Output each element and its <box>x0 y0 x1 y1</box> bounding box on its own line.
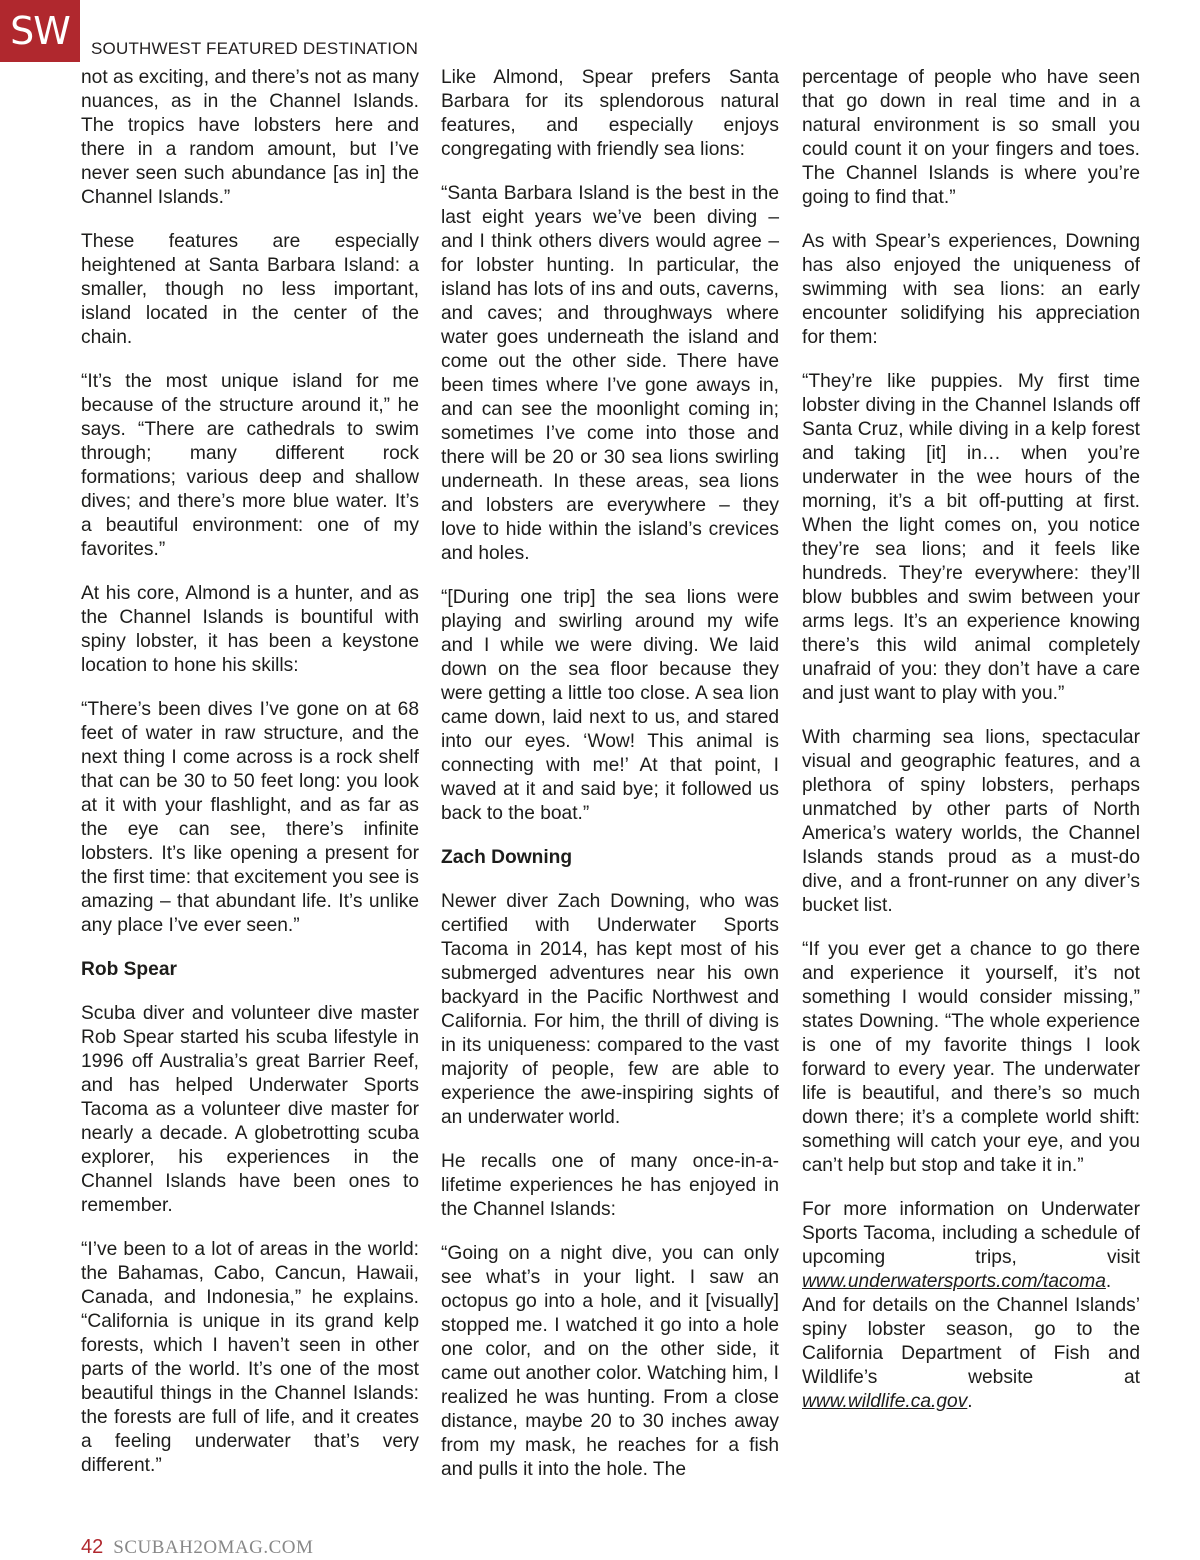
paragraph: “Going on a night dive, you can only see what’s in your light. I saw an octopus go into a hole, and it [visually] stopped me. I watched it go into a hole one color, and on the other side, it came out another color. Watching him, I realized he was hunting. From a close distance, maybe 20 to 30 inches away from my mask, he reaches for a fish and pulls it into the hole. The <box>441 1243 779 1480</box>
paragraph: “There’s been dives I’ve gone on at 68 feet of water in raw structure, and the next thing I come across is a rock shelf that can be 30 to 50 feet long: you look at it with your flashlight, and as far as the eye can see, there’s infinite lobsters. It’s like opening a present for the first time: that excitement you see is amazing – that abundant life. It’s unlike any place I’ve ever seen.” <box>81 699 419 936</box>
paragraph: “They’re like puppies. My first time lobster diving in the Channel Islands off Santa Cruz, while diving in a kelp forest and taking [it] in… when you’re underwater in the wee hours of the morning, it’s a bit off-putting at first. When the light comes on, you notice they’re sea lions; and it feels like hundreds. They’re everywhere: they’ll blow bubbles and swim between your arms legs. It’s an experience knowing there’s this wild animal completely unafraid of you: they don’t have a care and just want to play with you.” <box>802 371 1140 704</box>
link-wildlife[interactable]: www.wildlife.ca.gov <box>802 1391 968 1412</box>
paragraph: He recalls one of many once-in-a-lifetime experiences he has enjoyed in the Channel Islands: <box>441 1151 779 1220</box>
text-run: . <box>967 1391 973 1412</box>
article-column-1 <box>81 66 419 1478</box>
paragraph: “It’s the most unique island for me because of the structure around it,” he says. “There are cathedrals to swim through; many different rock formations; various deep and shallow dives; and there’s more blue water. It’s a beautiful environment: one of my favorites.” <box>81 371 419 560</box>
paragraph: Scuba diver and volunteer dive master Rob Spear started his scuba lifestyle in 1996 off Australia’s great Barrier Reef, and has helped Underwater Sports Tacoma as a volunteer dive master for nearly a decade. A globetrotting scuba explorer, his experiences in the Channel Islands have been ones to remember. <box>81 1003 419 1216</box>
paragraph: percentage of people who have seen that go down in real time and in a natural environment is so small you could count it on your fingers and toes. The Channel Islands is where you’re going to find that.” <box>802 67 1140 208</box>
section-label: SOUTHWEST FEATURED DESTINATION <box>91 39 419 58</box>
footer-site: SCUBAH2OMAG.COM <box>113 1537 314 1558</box>
paragraph: “[During one trip] the sea lions were playing and swirling around my wife and I while we were diving. We laid down on the sea floor because they were getting a little too close. A sea lion came down, laid next to us, and stared into our eyes. ‘Wow! This animal is connecting with me!’ At that point, I waved at it and said bye; it followed us back to the boat.” <box>441 587 779 824</box>
page-number: 42 <box>81 1536 104 1558</box>
paragraph: At his core, Almond is a hunter, and as the Channel Islands is bountiful with spiny lobster, it has been a keystone location to hone his skills: <box>81 583 419 676</box>
page-footer <box>81 1535 313 1560</box>
subheading-rob-spear: Rob Spear <box>81 959 177 980</box>
link-underwatersports[interactable]: www.underwatersports.com/tacoma <box>802 1271 1106 1292</box>
paragraph: Like Almond, Spear prefers Santa Barbara for its splendorous natural features, and especially enjoys congregating with friendly sea lions: <box>441 67 779 160</box>
paragraph: Newer diver Zach Downing, who was certified with Underwater Sports Tacoma in 2014, has kept most of his submerged adventures near his own backyard in the Pacific Northwest and California. For him, the thrill of diving is in its uniqueness: compared to the vast majority of people, few are able to experience the awe-inspiring sights of an underwater world. <box>441 891 779 1128</box>
text-run: . And for details on the Channel Islands’ spiny lobster season, go to the California Department of Fish and Wildlife’s website at <box>802 1271 1140 1388</box>
section-badge: SW <box>0 0 80 62</box>
article-column-2 <box>441 66 779 1482</box>
paragraph-more-info <box>802 1198 1140 1414</box>
article-column-3 <box>802 66 1140 1414</box>
paragraph: “If you ever get a chance to go there and experience it yourself, it’s not something I would consider missing,” states Downing. “The whole experience is one of my favorite things I look forward to every year. The underwater life is beautiful, and there’s so much down there; it’s a complete world shift: something will catch your eye, and you can’t help but stop and take it in.” <box>802 939 1140 1176</box>
paragraph: “I’ve been to a lot of areas in the world: the Bahamas, Cabo, Cancun, Hawaii, Canada, and Indonesia,” he explains. “California is unique in its grand kelp forests, which I haven’t seen in other parts of the world. It’s one of the most beautiful things in the Channel Islands: the forests are full of life, and it creates a feeling underwater that’s very different.” <box>81 1239 419 1476</box>
subheading-zach-downing: Zach Downing <box>441 847 573 868</box>
paragraph: “Santa Barbara Island is the best in the last eight years we’ve been diving – and I think others divers would agree – for lobster hunting. In particular, the island has lots of ins and outs, caverns, and caves; and throughways where water goes underneath the island and come out the other side. There have been times where I’ve gone aways in, and can see the moonlight coming in; sometimes I’ve come into those and there will be 20 or 30 sea lions swirling underneath. In these areas, sea lions and lobsters are everywhere – they love to hide within the island’s crevices and holes. <box>441 183 779 564</box>
paragraph: With charming sea lions, spectacular visual and geographic features, and a plethora of spiny lobsters, perhaps unmatched by other parts of North America’s watery worlds, the Channel Islands stands proud as a must-do dive, and a front-runner on any diver’s bucket list. <box>802 727 1140 916</box>
paragraph: not as exciting, and there’s not as many nuances, as in the Channel Islands. The tropics have lobsters here and there in a random amount, but I’ve never seen such abundance [as in] the Channel Islands.” <box>81 67 419 208</box>
paragraph: These features are especially heightened at Santa Barbara Island: a smaller, though no less important, island located in the center of the chain. <box>81 231 419 348</box>
paragraph: As with Spear’s experiences, Downing has also enjoyed the uniqueness of swimming with sea lions: an early encounter solidifying his appreciation for them: <box>802 231 1140 348</box>
text-run: For more information on Underwater Sports Tacoma, including a schedule of upcoming trips, visit <box>802 1199 1140 1268</box>
